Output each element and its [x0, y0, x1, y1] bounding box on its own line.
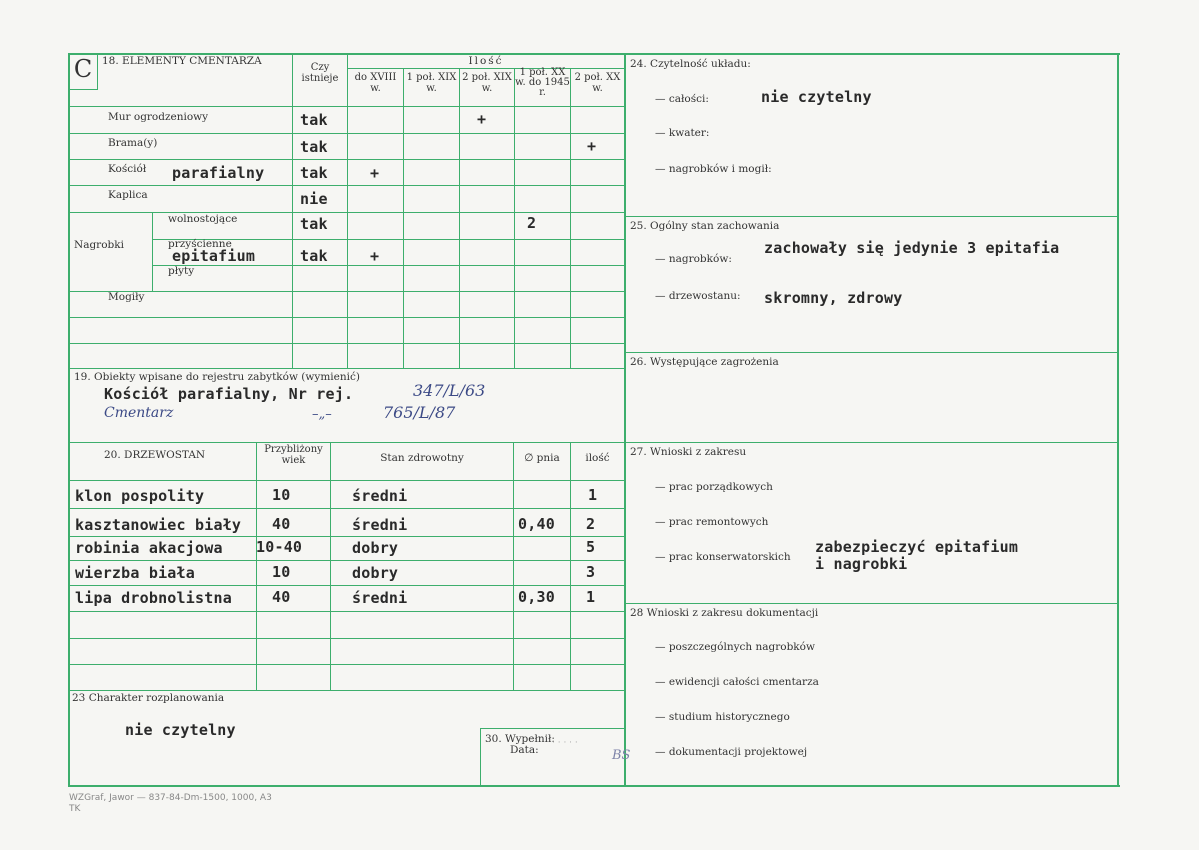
s20-row5-diam: 0,30 — [518, 588, 555, 606]
s28-title: 28 Wnioski z zakresu dokumentacji — [630, 607, 819, 619]
main-divider — [624, 53, 626, 787]
s18-title: 18. ELEMENTY CMENTARZA — [102, 55, 262, 67]
frame-right — [1117, 53, 1119, 787]
s18-period-3: 2 poł. XIX w. — [462, 72, 512, 94]
s20-row2-age: 40 — [272, 515, 291, 533]
s18-v1 — [292, 54, 293, 368]
s18-h8 — [69, 317, 624, 318]
s18-bottom — [69, 368, 624, 369]
s20-h5 — [69, 611, 624, 612]
s25-nagrobkow-label: — nagrobków: — [655, 253, 732, 265]
s18-row-brama-label: Brama(y) — [108, 137, 158, 149]
s27-kons-label: — prac konserwatorskich — [655, 551, 791, 563]
s28-item-2: — ewidencji całości cmentarza — [655, 676, 819, 688]
s18-row-kosciol-label: Kościół — [108, 163, 147, 175]
s18-period-1: do XVIII w. — [354, 72, 397, 94]
s18-v2 — [347, 54, 348, 368]
s24-kwater-label: — kwater: — [655, 127, 710, 139]
s18-period-5: 2 poł. XX w. — [574, 72, 621, 94]
s20-row2-diam: 0,40 — [518, 515, 555, 533]
s20-title: 20. DRZEWOSTAN — [104, 449, 206, 461]
s18-row-mur-mark: + — [477, 110, 487, 128]
s25-nagrobkow-value: zachowały się jedynie 3 epitafia — [764, 239, 1060, 257]
s25-drzew-value: skromny, zdrowy — [764, 289, 903, 307]
s28-item-1: — poszczególnych nagrobków — [655, 641, 815, 653]
s20-row3-health: dobry — [352, 539, 399, 557]
s25-drzew-label: — drzewostanu: — [655, 290, 741, 302]
s18-nagrobki-label: Nagrobki — [74, 239, 124, 251]
frame-bottom — [68, 785, 1120, 787]
s18-qty-header: Ilość — [468, 55, 504, 67]
s20-h-hdr — [69, 480, 624, 481]
s20-h6 — [69, 638, 624, 639]
s20-row3-age: 10-40 — [256, 538, 303, 556]
s18-wolno-qty: 2 — [527, 214, 537, 232]
s26-title: 26. Występujące zagrożenia — [630, 356, 779, 368]
s18-row-mogily-label: Mogiły — [108, 291, 145, 303]
s18-v6 — [570, 68, 571, 368]
s19-title: 19. Obiekty wpisane do rejestru zabytków (wymienić) — [74, 371, 360, 383]
s18-row-kaplica-exists: nie — [300, 190, 328, 208]
s19-bottom — [69, 442, 624, 443]
s20-row5-health: średni — [352, 589, 408, 607]
s20-row3-qty: 5 — [586, 538, 596, 556]
s20-row4-name: wierzba biała — [75, 564, 195, 582]
s24-calosci-label: — całości: — [655, 93, 709, 105]
footer-code: TK — [69, 804, 81, 814]
s20-row5-qty: 1 — [586, 588, 596, 606]
s30-h — [480, 728, 624, 729]
s20-row4-age: 10 — [272, 563, 291, 581]
s20-row2-health: średni — [352, 516, 408, 534]
s27-rem-label: — prac remontowych — [655, 516, 769, 528]
s18-row-kosciol-exists: tak — [300, 164, 328, 182]
s18-row-mur-label: Mur ogrodzeniowy — [108, 111, 209, 123]
s20-h3 — [69, 560, 624, 561]
s18-corner-v — [97, 54, 98, 89]
s18-h4 — [69, 212, 624, 213]
s18-v5 — [514, 68, 515, 368]
s20-h4 — [69, 585, 624, 586]
s19-hand-word: Cmentarz — [104, 405, 174, 421]
s18-h3 — [69, 185, 624, 186]
div-24-25 — [625, 216, 1118, 217]
s20-row1-qty: 1 — [588, 486, 598, 504]
s27-kons-value-1: zabezpieczyć epitafium — [815, 538, 1019, 556]
s30-v — [480, 728, 481, 785]
s28-item-3: — studium historycznego — [655, 711, 790, 723]
s18-przy-extra: epitafium — [172, 247, 256, 265]
s18-v3 — [403, 68, 404, 368]
s19-nr2: 765/L/87 — [383, 403, 456, 422]
s18-row-brama-mark: + — [587, 137, 597, 155]
s18-h-hdr — [69, 106, 624, 107]
s20-row2-name: kasztanowiec biały — [75, 516, 242, 534]
div-25-26 — [625, 352, 1118, 353]
s20-row1-age: 10 — [272, 486, 291, 504]
s24-calosci-value: nie czytelny — [761, 88, 872, 106]
s23-value: nie czytelny — [125, 721, 236, 739]
s20-row1-health: średni — [352, 487, 408, 505]
s20-row4-qty: 3 — [586, 563, 596, 581]
s20-health-header: Stan zdrowotny — [380, 452, 464, 464]
s24-title: 24. Czytelność układu: — [630, 58, 751, 70]
s18-qty-h — [348, 68, 624, 69]
div-26-27 — [625, 442, 1118, 443]
s20-row5-name: lipa drobnolistna — [75, 589, 232, 607]
corner-letter: C — [73, 55, 93, 83]
div-27-28 — [625, 603, 1118, 604]
s20-row2-qty: 2 — [586, 515, 596, 533]
s27-porz-label: — prac porządkowych — [655, 481, 773, 493]
s18-corner-h — [69, 89, 98, 90]
s20-row5-age: 40 — [272, 588, 291, 606]
s20-h1 — [69, 508, 624, 509]
s28-item-4: — dokumentacji projektowej — [655, 746, 808, 758]
footer-print-info: WZGraf, Jawor — 837-84-Dm-1500, 1000, A3 — [69, 793, 272, 803]
s20-bottom — [69, 690, 624, 691]
s19-nr1: 347/L/63 — [413, 381, 486, 400]
s30-date: Data: — [510, 744, 539, 756]
s19-typed-entry: Kościół parafialny, Nr rej. — [104, 385, 354, 403]
s18-row-kaplica-label: Kaplica — [108, 189, 148, 201]
s24-nagrobkow-label: — nagrobków i mogił: — [655, 163, 772, 175]
s18-period-4: 1 poł. XX w. do 1945 r. — [515, 67, 570, 98]
s18-h1 — [69, 133, 624, 134]
s20-h2 — [69, 536, 624, 537]
s18-period-2: 1 poł. XIX w. — [406, 72, 457, 94]
s18-przy-label: przyścienne — [168, 238, 232, 250]
s20-row4-health: dobry — [352, 564, 399, 582]
s30-title: 30. Wypełnił: — [485, 733, 555, 745]
s18-row-kosciol-extra: parafialny — [172, 164, 265, 182]
s18-v4 — [459, 68, 460, 368]
s18-plyty-label: płyty — [168, 265, 195, 277]
s18-nagrobki-v — [152, 213, 153, 292]
s20-h7 — [69, 664, 624, 665]
s18-wolno-label: wolnostojące — [168, 213, 238, 225]
s18-h9 — [69, 343, 624, 344]
s20-qty-header: ilość — [585, 452, 610, 464]
s18-row-mur-exists: tak — [300, 111, 328, 129]
s19-hand-ditto: –„– — [312, 407, 332, 422]
s30-initials: BS — [612, 748, 631, 763]
s20-row3-name: robinia akacjowa — [75, 539, 223, 557]
s23-title: 23 Charakter rozplanowania — [72, 692, 225, 704]
s18-h7 — [69, 291, 624, 292]
s27-kons-value-2: i nagrobki — [815, 555, 908, 573]
s18-row-brama-exists: tak — [300, 138, 328, 156]
s18-przy-exists: tak — [300, 247, 328, 265]
s20-age-header: Przybliżony wiek — [264, 444, 323, 466]
s20-row1-name: klon pospolity — [75, 487, 205, 505]
frame-left — [68, 53, 70, 787]
s27-title: 27. Wnioski z zakresu — [630, 446, 747, 458]
s18-h6 — [153, 265, 624, 266]
s20-diam-header: ∅ pnia — [524, 452, 560, 464]
s18-exists-header: Czy istnieje — [301, 62, 339, 84]
s18-wolno-exists: tak — [300, 215, 328, 233]
s18-h2 — [69, 159, 624, 160]
s18-row-kosciol-mark: + — [370, 164, 380, 182]
s30-stamp-smudge: · · · · · — [552, 738, 578, 748]
s18-przy-mark: + — [370, 247, 380, 265]
s25-title: 25. Ogólny stan zachowania — [630, 220, 780, 232]
